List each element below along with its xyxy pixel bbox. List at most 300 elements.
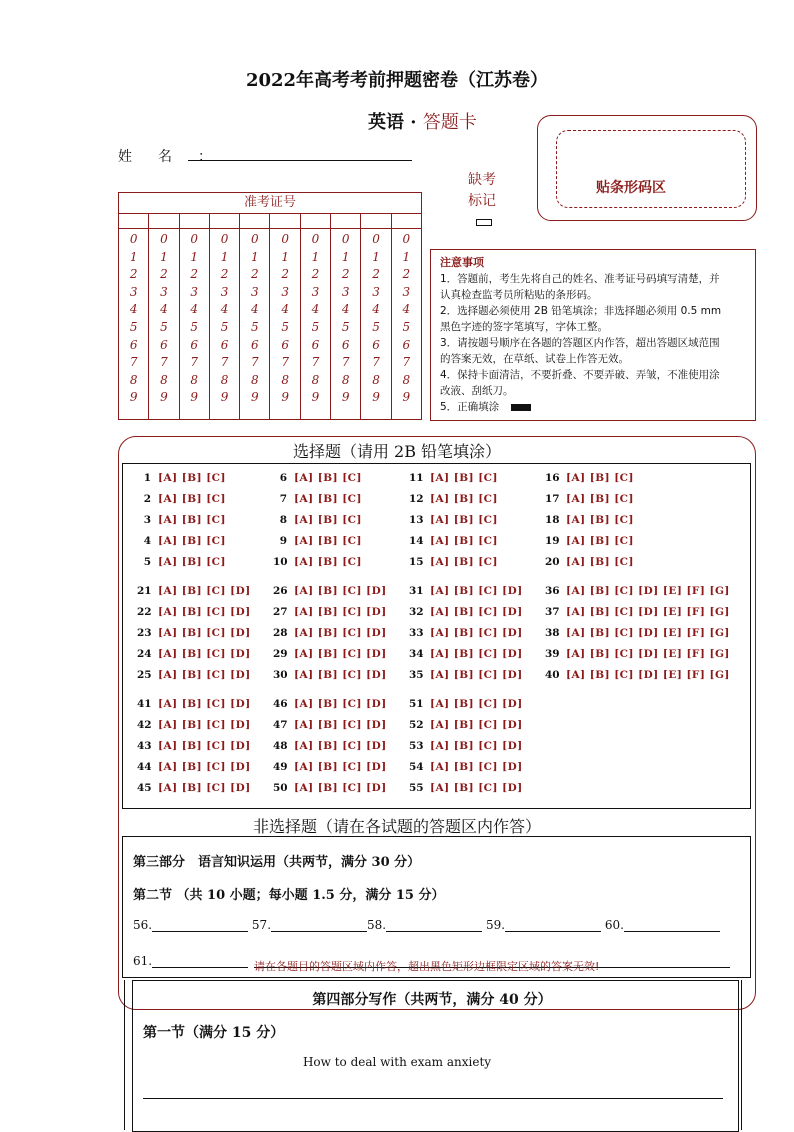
question-number: 31 [409,585,424,597]
question-8 [273,514,362,526]
ticket-digit-bubble[interactable]: 0 [129,232,138,246]
question-number: 39 [545,648,560,660]
mc-title-c: 铅笔填涂） [415,442,502,461]
ticket-cell[interactable] [301,214,331,228]
ticket-digit-bubble[interactable]: 6 [220,337,229,352]
ticket-digit-bubble[interactable]: 9 [129,390,138,405]
ticket-digit-bubble[interactable]: 4 [402,302,411,317]
ticket-digit-bubble[interactable]: 8 [220,372,229,387]
answer-options[interactable]: [A] [B] [C] [D] [430,782,523,794]
notes-line-text: 4．保持卡面清洁，不要折叠、不要弄破、弄皱，不准使用涂 [440,369,720,381]
question-number: 10 [273,556,288,568]
ticket-digit-bubble[interactable]: 1 [281,249,289,264]
ticket-digit-bubble[interactable]: 8 [311,372,320,387]
question-33 [409,627,523,639]
ticket-digit-bubble[interactable]: 5 [311,319,320,334]
notes-line-text: 认真检查监考员所粘贴的条形码。 [440,289,598,301]
answer-options[interactable]: [A] [B] [C] [D] [E] [F] [G] [566,585,730,597]
answer-options[interactable]: [A] [B] [C] [D] [294,606,387,618]
question-number: 6 [279,472,287,484]
question-52 [409,719,523,731]
blank-row-1 [133,918,720,932]
ticket-number-grid [118,192,422,420]
ticket-digit-bubble[interactable]: 4 [281,302,289,317]
ticket-digit-bubble[interactable]: 5 [402,319,411,334]
question-number: 55 [409,782,424,794]
notes-line [440,271,720,287]
ticket-digit-bubble[interactable]: 8 [281,372,289,387]
question-48 [273,740,387,752]
question-number: 3 [143,514,151,526]
ticket-cell[interactable] [210,214,240,228]
question-number: 20 [545,556,560,568]
blank-label-61: 61. [133,954,153,968]
ticket-digit-bubble[interactable]: 5 [190,319,199,334]
answer-options[interactable]: [A] [B] [C] [D] [430,740,523,752]
ticket-cell[interactable] [119,214,149,228]
ticket-digit-bubble[interactable]: 7 [281,355,289,370]
ticket-title: 准考证号 [119,193,421,214]
question-3 [137,514,226,526]
question-number: 5 [143,556,151,568]
question-15 [409,556,498,568]
ticket-column [270,229,300,419]
ticket-digit-bubble[interactable]: 5 [251,319,259,334]
answer-options[interactable]: [A] [B] [C] [430,535,498,547]
absent-checkbox[interactable] [476,219,492,226]
ticket-digit-bubble[interactable]: 5 [281,319,289,334]
answer-options[interactable]: [A] [B] [C] [D] [158,585,251,597]
question-number: 44 [137,761,152,773]
question-number: 48 [273,740,288,752]
ticket-cell[interactable] [270,214,300,228]
title-dot: · [410,112,417,133]
question-13 [409,514,498,526]
ticket-digit-bubble[interactable]: 1 [160,249,168,264]
correct-fill-example [511,404,531,411]
notes-line [440,351,629,367]
blank-label-60: 60. [604,918,624,932]
question-39 [545,648,730,660]
question-49 [273,761,387,773]
answer-options[interactable]: [A] [B] [C] [D] [158,740,251,752]
question-41 [137,698,251,710]
answer-options[interactable]: [A] [B] [C] [294,535,362,547]
question-36 [545,585,730,597]
ticket-digit-bubble[interactable]: 4 [190,302,199,317]
question-number: 47 [273,719,288,731]
blank-59[interactable] [505,919,601,932]
ticket-digit-bubble[interactable]: 6 [311,337,320,352]
question-number: 36 [545,585,560,597]
question-26 [273,585,387,597]
question-number: 14 [409,535,424,547]
answer-options[interactable]: [A] [B] [C] [D] [430,585,523,597]
out-of-bounds-warning: 请在各题目的答题区域内作答，超出黑色矩形边框限定区域的答案无效! [254,960,600,973]
ticket-digit-bubble[interactable]: 0 [190,232,199,246]
ticket-digit-bubble[interactable]: 9 [251,390,259,405]
ticket-digit-bubble[interactable]: 3 [402,284,411,299]
question-number: 22 [137,606,152,618]
question-number: 21 [137,585,152,597]
ticket-digit-bubble[interactable]: 8 [129,372,138,387]
ticket-digit-bubble[interactable]: 0 [402,232,411,246]
notes-line [440,319,608,335]
notes-line-text: 黑色字迹的签字笔填写，字体工整。 [440,321,608,333]
answer-options[interactable]: [A] [B] [C] [566,535,634,547]
question-number: 9 [279,535,287,547]
essay-title: How to deal with exam anxiety [302,1055,492,1069]
question-2 [137,493,226,505]
absent-mark-line1: 缺考 [468,172,496,188]
answer-options[interactable]: [A] [B] [C] [D] [430,698,523,710]
question-number: 53 [409,740,424,752]
question-53 [409,740,523,752]
ticket-digit-bubble[interactable]: 2 [281,267,289,282]
question-number: 34 [409,648,424,660]
ticket-digit-bubble[interactable]: 9 [402,390,411,405]
ticket-cell[interactable] [149,214,179,228]
question-number: 52 [409,719,424,731]
answer-options[interactable]: [A] [B] [C] [158,472,226,484]
ticket-digit-bubble[interactable]: 2 [160,267,168,282]
ticket-digit-bubble[interactable]: 1 [129,249,138,264]
notes-heading: 注意事项 [440,256,484,269]
ticket-digit-bubble[interactable]: 8 [251,372,259,387]
answer-options[interactable]: [A] [B] [C] [430,472,498,484]
answer-options[interactable]: [A] [B] [C] [566,556,634,568]
answer-options[interactable]: [A] [B] [C] [294,493,362,505]
ticket-digit-bubble[interactable]: 9 [190,390,199,405]
answer-options[interactable]: [A] [B] [C] [D] [158,669,251,681]
subject-name: 英语 [368,112,404,133]
ticket-digit-bubble[interactable]: 8 [341,372,350,387]
blank-57[interactable] [271,919,367,932]
ticket-digit-bubble[interactable]: 8 [190,372,199,387]
question-number: 18 [545,514,560,526]
ticket-digit-bubble[interactable]: 6 [160,337,168,352]
ticket-column [180,229,210,419]
ticket-cell[interactable] [361,214,391,228]
answer-options[interactable]: [A] [B] [C] [D] [294,669,387,681]
answer-options[interactable]: [A] [B] [C] [D] [294,585,387,597]
answer-options[interactable]: [A] [B] [C] [D] [158,698,251,710]
answer-options[interactable]: [A] [B] [C] [430,493,498,505]
ticket-digit-bubble[interactable]: 0 [281,232,289,246]
answer-options[interactable]: [A] [B] [C] [294,514,362,526]
question-23 [137,627,251,639]
ticket-digit-bubble[interactable]: 3 [372,284,380,299]
question-number: 26 [273,585,288,597]
answer-options[interactable]: [A] [B] [C] [158,535,226,547]
barcode-label: 贴条形码区 [596,180,666,196]
ticket-digit-bubble[interactable]: 0 [311,232,320,246]
ticket-digit-bubble[interactable]: 5 [220,319,229,334]
question-number: 16 [545,472,560,484]
question-5 [137,556,226,568]
question-28 [273,627,387,639]
ticket-digit-bubble[interactable]: 7 [190,355,199,370]
ticket-digit-bubble[interactable]: 1 [402,249,411,264]
ticket-digit-bubble[interactable]: 6 [281,337,289,352]
ticket-cell[interactable] [240,214,270,228]
blank-61[interactable] [152,955,248,968]
ticket-digit-bubble[interactable]: 0 [372,232,380,246]
question-number: 43 [137,740,152,752]
blank-58[interactable] [386,919,482,932]
notes-line [440,399,531,415]
question-29 [273,648,387,660]
answer-options[interactable]: [A] [B] [C] [D] [430,627,523,639]
question-20 [545,556,634,568]
ticket-digit-bubble[interactable]: 2 [402,267,411,282]
answer-options[interactable]: [A] [B] [C] [294,472,362,484]
answer-options[interactable]: [A] [B] [C] [D] [294,740,387,752]
ticket-digit-bubble[interactable]: 8 [372,372,380,387]
ticket-cell[interactable] [180,214,210,228]
ticket-digit-bubble[interactable]: 9 [341,390,350,405]
question-number: 37 [545,606,560,618]
question-number: 46 [273,698,288,710]
ticket-digit-bubble[interactable]: 3 [251,284,259,299]
question-35 [409,669,523,681]
ticket-column [331,229,361,419]
question-number: 27 [273,606,288,618]
notes-line-text: 2．选择题必须使用 2B 铅笔填涂；非选择题必须用 0.5 mm [440,305,722,317]
ticket-digit-bubble[interactable]: 4 [129,302,138,317]
ticket-digit-bubble[interactable]: 5 [160,319,168,334]
ticket-digit-bubble[interactable]: 9 [281,390,289,405]
ticket-digit-bubble[interactable]: 7 [251,355,259,370]
ticket-digit-bubble[interactable]: 3 [341,284,350,299]
ticket-digit-bubble[interactable]: 4 [160,302,168,317]
ticket-digit-bubble[interactable]: 9 [311,390,320,405]
ticket-digit-bubble[interactable]: 6 [372,337,380,352]
ticket-digit-bubble[interactable]: 6 [341,337,350,352]
answer-options[interactable]: [A] [B] [C] [D] [E] [F] [G] [566,627,730,639]
question-11 [409,472,498,484]
question-45 [137,782,251,794]
ticket-digit-bubble[interactable]: 5 [341,319,350,334]
answer-options[interactable]: [A] [B] [C] [D] [158,648,251,660]
question-number: 40 [545,669,560,681]
question-number: 51 [409,698,424,710]
question-17 [545,493,634,505]
name-field[interactable] [188,160,412,161]
ticket-digit-bubble[interactable]: 3 [220,284,229,299]
question-55 [409,782,523,794]
question-31 [409,585,523,597]
blank-row-2 [133,954,248,968]
question-number: 2 [143,493,151,505]
mc-title-a: 选择题（请用 [292,442,395,461]
answer-options[interactable]: [A] [B] [C] [D] [430,761,523,773]
answer-options[interactable]: [A] [B] [C] [D] [158,606,251,618]
answer-options[interactable]: [A] [B] [C] [566,514,634,526]
answer-options[interactable]: [A] [B] [C] [D] [294,698,387,710]
ticket-digit-bubble[interactable]: 0 [160,232,168,246]
answer-options[interactable]: [A] [B] [C] [D] [294,648,387,660]
question-number: 13 [409,514,424,526]
answer-options[interactable]: [A] [B] [C] [D] [E] [F] [G] [566,669,730,681]
answer-options[interactable]: [A] [B] [C] [D] [E] [F] [G] [566,648,730,660]
question-number: 32 [409,606,424,618]
ticket-digit-bubble[interactable]: 1 [220,249,229,264]
question-21 [137,585,251,597]
ticket-digit-bubble[interactable]: 3 [160,284,168,299]
ticket-column [149,229,179,419]
part4-heading: 第四部分写作（共两节，满分 40 分） [312,992,552,1008]
question-number: 50 [273,782,288,794]
ticket-digit-bubble[interactable]: 4 [372,302,380,317]
ticket-digit-bubble[interactable]: 7 [341,355,350,370]
ticket-digit-bubble[interactable]: 4 [220,302,229,317]
answer-options[interactable]: [A] [B] [C] [D] [294,719,387,731]
nonmc-section-title: 非选择题（请在各试题的答题区内作答） [252,817,541,836]
ticket-digit-bubble[interactable]: 8 [160,372,168,387]
essay-line[interactable] [143,1098,723,1099]
question-18 [545,514,634,526]
ticket-digit-bubble[interactable]: 2 [129,267,138,282]
answer-options[interactable]: [A] [B] [C] [294,556,362,568]
question-number: 33 [409,627,424,639]
ticket-digit-bubble[interactable]: 1 [190,249,199,264]
blank-60[interactable] [624,919,720,932]
ticket-digit-bubble[interactable]: 3 [190,284,199,299]
question-number: 11 [409,472,424,484]
ticket-digit-bubble[interactable]: 2 [251,267,259,282]
section2-heading: 第二节 （共 10 小题；每小题 1.5 分，满分 15 分） [133,888,445,903]
ticket-digit-bubble[interactable]: 2 [220,267,229,282]
answer-options[interactable]: [A] [B] [C] [566,472,634,484]
question-number: 49 [273,761,288,773]
ticket-digit-bubble[interactable]: 2 [311,267,320,282]
ticket-digit-bubble[interactable]: 0 [220,232,229,246]
ticket-digit-bubble[interactable]: 2 [341,267,350,282]
answer-options[interactable]: [A] [B] [C] [158,514,226,526]
ticket-digit-bubble[interactable]: 4 [251,302,259,317]
ticket-digit-bubble[interactable]: 3 [281,284,289,299]
question-number: 24 [137,648,152,660]
question-19 [545,535,634,547]
ticket-digit-bubble[interactable]: 7 [220,355,229,370]
blank-label-57: 57. [251,918,272,932]
question-number: 12 [409,493,424,505]
notes-line-text: 1．答题前，考生先将自己的姓名、准考证号码填写清楚，并 [440,273,720,285]
question-54 [409,761,523,773]
ticket-digit-bubble[interactable]: 6 [190,337,199,352]
ticket-digit-bubble[interactable]: 2 [190,267,199,282]
question-47 [273,719,387,731]
ticket-digit-bubble[interactable]: 9 [372,390,380,405]
ticket-digit-bubble[interactable]: 9 [160,390,168,405]
question-number: 19 [545,535,560,547]
question-34 [409,648,523,660]
ticket-digit-bubble[interactable]: 6 [129,337,138,352]
answer-options[interactable]: [A] [B] [C] [D] [294,627,387,639]
ticket-digit-bubble[interactable]: 1 [251,249,259,264]
ticket-digit-bubble[interactable]: 5 [372,319,380,334]
answer-options[interactable]: [A] [B] [C] [430,556,498,568]
ticket-column [119,229,149,419]
ticket-column [392,229,421,419]
answer-options[interactable]: [A] [B] [C] [158,556,226,568]
question-16 [545,472,634,484]
question-9 [273,535,362,547]
ticket-digit-bubble[interactable]: 4 [311,302,320,317]
ticket-cell[interactable] [392,214,421,228]
question-42 [137,719,251,731]
ticket-digit-bubble[interactable]: 7 [372,355,380,370]
answer-options[interactable]: [A] [B] [C] [D] [158,627,251,639]
answer-options[interactable]: [A] [B] [C] [D] [158,761,251,773]
question-37 [545,606,730,618]
answer-options[interactable]: [A] [B] [C] [D] [430,669,523,681]
ticket-column [210,229,240,419]
ticket-digit-bubble[interactable]: 7 [160,355,168,370]
question-24 [137,648,251,660]
name-label: 姓名： [118,149,238,165]
ticket-digit-bubble[interactable]: 1 [341,249,350,264]
question-number: 29 [273,648,288,660]
ticket-digit-bubble[interactable]: 6 [251,337,259,352]
notes-line [440,367,720,383]
answer-options[interactable]: [A] [B] [C] [D] [158,782,251,794]
notes-line-text: 3．请按题号顺序在各题的答题区内作答，超出答题区域范围 [440,337,720,349]
part3-heading: 第三部分 语言知识运用（共两节，满分 30 分） [133,855,421,870]
question-number: 38 [545,627,560,639]
blank-56[interactable] [152,919,248,932]
question-27 [273,606,387,618]
answer-options[interactable]: [A] [B] [C] [158,493,226,505]
question-number: 54 [409,761,424,773]
answer-options[interactable]: [A] [B] [C] [D] [294,761,387,773]
question-number: 17 [545,493,560,505]
notes-line [440,335,720,351]
ticket-digit-bubble[interactable]: 3 [129,284,138,299]
answer-options[interactable]: [A] [B] [C] [D] [158,719,251,731]
ticket-digit-bubble[interactable]: 8 [402,372,411,387]
answer-options[interactable]: [A] [B] [C] [D] [430,606,523,618]
ticket-digit-bubble[interactable]: 1 [372,249,380,264]
ticket-digit-bubble[interactable]: 3 [311,284,320,299]
ticket-digit-bubble[interactable]: 0 [341,232,350,246]
answer-options[interactable]: [A] [B] [C] [D] [430,719,523,731]
ticket-digit-bubble[interactable]: 7 [129,355,138,370]
ticket-digit-bubble[interactable]: 5 [129,319,138,334]
answer-options[interactable]: [A] [B] [C] [D] [430,648,523,660]
question-12 [409,493,498,505]
ticket-digit-bubble[interactable]: 4 [341,302,350,317]
ticket-digit-bubble[interactable]: 7 [402,355,411,370]
notes-line-text: 的答案无效，在草纸、试卷上作答无效。 [440,353,629,365]
ticket-digit-bubble[interactable]: 6 [402,337,411,352]
ticket-cell[interactable] [331,214,361,228]
mc-title-b: 2B [394,442,416,461]
ticket-digit-bubble[interactable]: 0 [251,232,259,246]
answer-options[interactable]: [A] [B] [C] [D] [E] [F] [G] [566,606,730,618]
answer-options[interactable]: [A] [B] [C] [430,514,498,526]
question-number: 23 [137,627,152,639]
question-7 [273,493,362,505]
absent-mark-label [464,170,500,212]
ticket-digit-bubble[interactable]: 7 [311,355,320,370]
ticket-digit-bubble[interactable]: 9 [220,390,229,405]
answer-options[interactable]: [A] [B] [C] [D] [294,782,387,794]
ticket-digit-bubble[interactable]: 2 [372,267,380,282]
ticket-digit-bubble[interactable]: 1 [311,249,320,264]
answer-options[interactable]: [A] [B] [C] [566,493,634,505]
